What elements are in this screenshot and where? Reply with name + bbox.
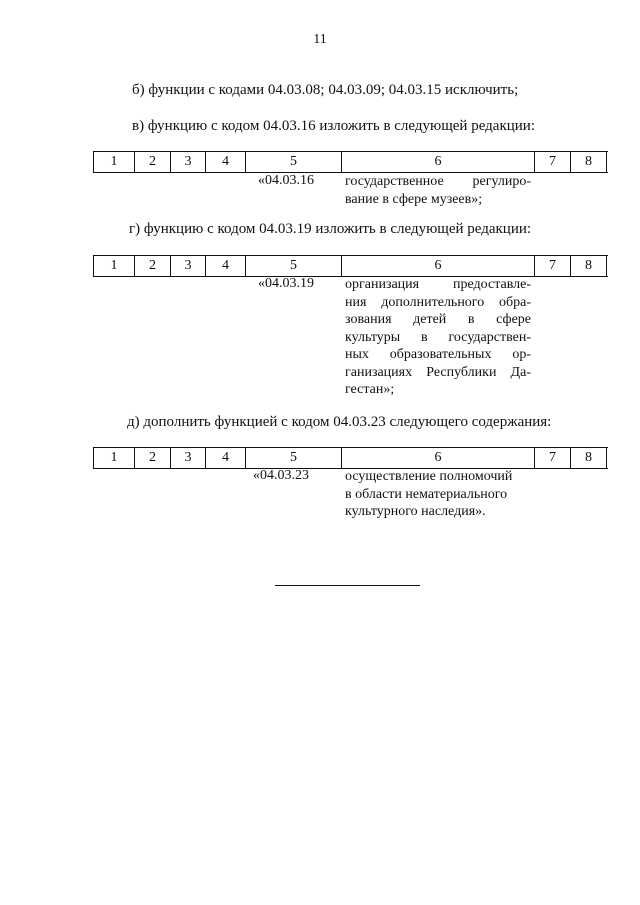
header-cell: 5 bbox=[246, 448, 342, 468]
header-cell: 4 bbox=[206, 256, 246, 276]
header-cell: 3 bbox=[171, 448, 206, 468]
table-d-header bbox=[93, 447, 608, 469]
description-line: организация предоставле- bbox=[345, 277, 531, 292]
function-code: «04.03.19 bbox=[258, 276, 314, 291]
header-cell: 6 bbox=[342, 448, 535, 468]
paragraph-d: д) дополнить функцией с кодом 04.03.23 следующего содержания: bbox=[127, 414, 552, 430]
header-cell: 8 bbox=[571, 152, 607, 172]
description-line: культуры в государствен- bbox=[345, 329, 531, 345]
description-line: осуществление полномочий bbox=[345, 469, 513, 484]
page-number: 11 bbox=[313, 32, 327, 47]
header-cell: 6 bbox=[342, 256, 535, 276]
paragraph-v: в) функцию с кодом 04.03.16 изложить в следующей редакции: bbox=[132, 118, 535, 134]
header-cell: 5 bbox=[246, 152, 342, 172]
closing-rule bbox=[275, 585, 420, 586]
function-code: «04.03.23 bbox=[253, 468, 309, 483]
description-line: ганизациях Республики Да- bbox=[345, 364, 531, 380]
description-line: государственное регулиро- bbox=[345, 174, 531, 189]
header-cell: 1 bbox=[94, 152, 135, 172]
function-description bbox=[345, 468, 531, 521]
header-cell: 1 bbox=[94, 448, 135, 468]
paragraph-g: г) функцию с кодом 04.03.19 изложить в следующей редакции: bbox=[129, 221, 532, 237]
header-cell: 3 bbox=[171, 256, 206, 276]
header-cell: 3 bbox=[171, 152, 206, 172]
table-g-header bbox=[93, 255, 608, 277]
header-cell: 4 bbox=[206, 448, 246, 468]
description-line: гестан»; bbox=[345, 382, 395, 397]
description-line: ния дополнительного обра- bbox=[345, 294, 531, 310]
header-cell: 8 bbox=[571, 448, 607, 468]
description-line: ных образовательных ор- bbox=[345, 347, 531, 362]
header-cell: 7 bbox=[535, 152, 571, 172]
header-cell: 2 bbox=[135, 152, 171, 172]
header-cell: 4 bbox=[206, 152, 246, 172]
header-cell: 6 bbox=[342, 152, 535, 172]
header-cell: 7 bbox=[535, 256, 571, 276]
header-cell: 2 bbox=[135, 256, 171, 276]
header-cell: 1 bbox=[94, 256, 135, 276]
function-code: «04.03.16 bbox=[258, 173, 314, 188]
paragraph-b: б) функции с кодами 04.03.08; 04.03.09; 04.03.15 исключить; bbox=[132, 82, 519, 98]
header-cell: 7 bbox=[535, 448, 571, 468]
table-v-header bbox=[93, 151, 608, 173]
description-line: в области нематериального bbox=[345, 486, 508, 502]
header-cell: 2 bbox=[135, 448, 171, 468]
description-line: культурного наследия». bbox=[345, 504, 486, 519]
function-description bbox=[345, 173, 531, 208]
description-line: зования детей в сфере bbox=[345, 312, 531, 327]
function-description bbox=[345, 276, 531, 399]
description-line: вание в сфере музеев»; bbox=[345, 191, 483, 207]
header-cell: 5 bbox=[246, 256, 342, 276]
header-cell: 8 bbox=[571, 256, 607, 276]
